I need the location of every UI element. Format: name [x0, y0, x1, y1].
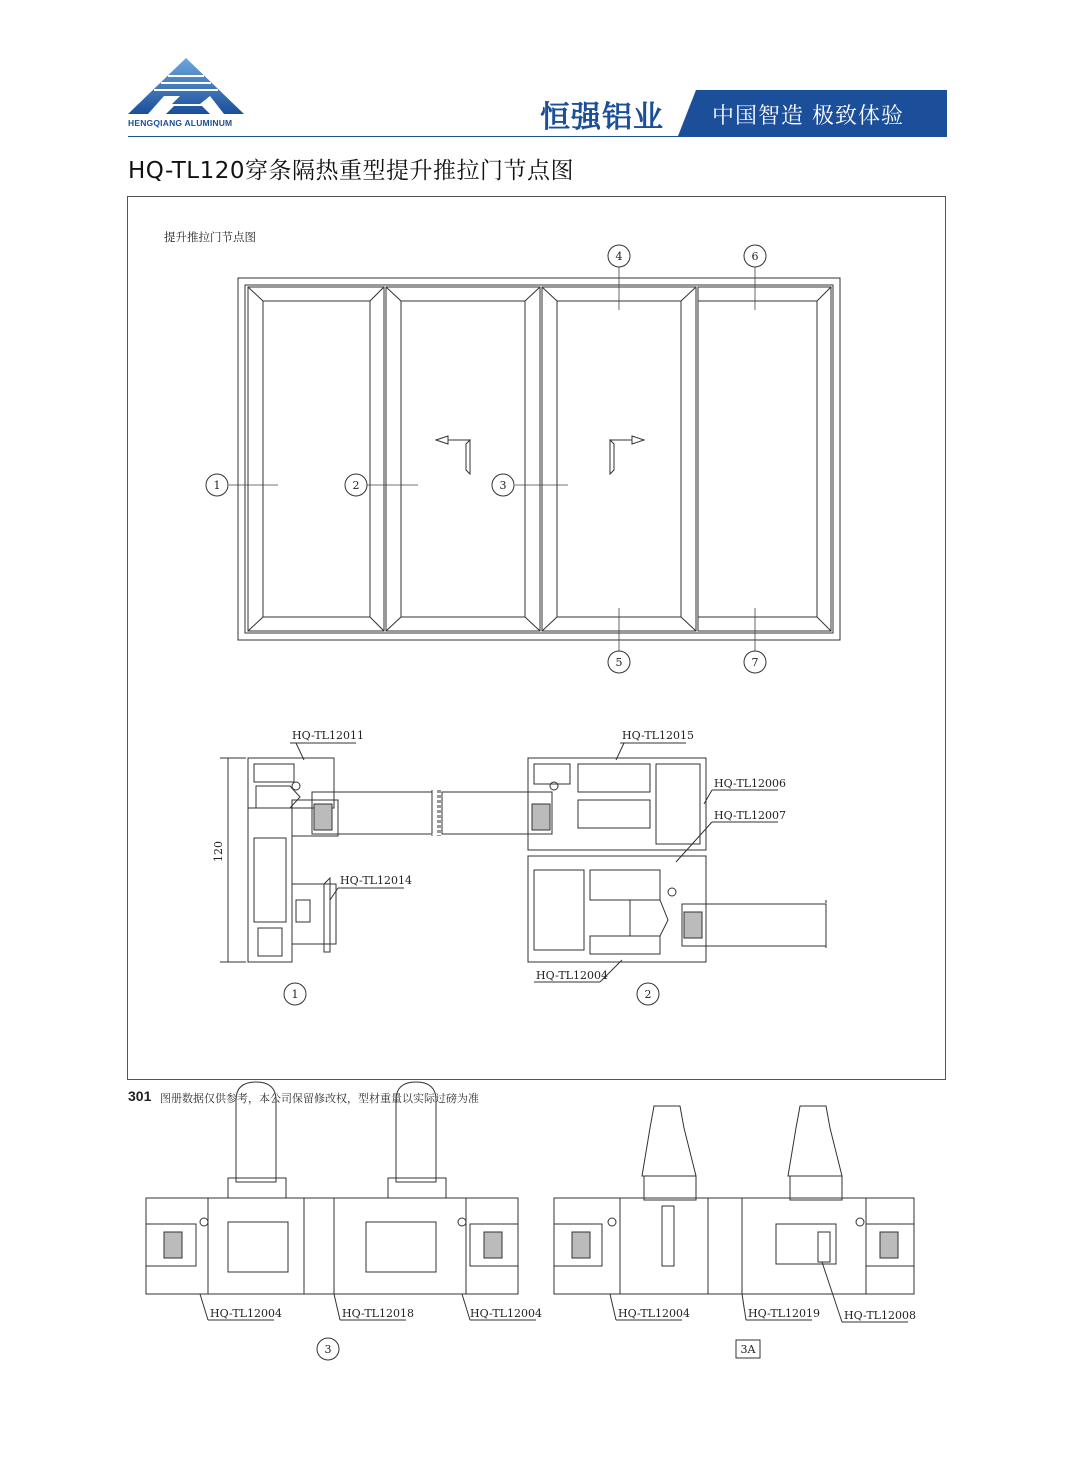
detail-3a-marker: 3A [740, 1343, 756, 1356]
profile-label: HQ-TL12014 [340, 874, 412, 887]
profile-label: HQ-TL12019 [748, 1307, 820, 1320]
page-number: 301 [128, 1088, 152, 1104]
profile-label: HQ-TL12007 [714, 809, 786, 822]
marker-5: 5 [615, 656, 623, 669]
elevation-label: 提升推拉门节点图 [164, 230, 256, 244]
profile-label: HQ-TL12004 [536, 969, 608, 982]
profile-label: HQ-TL12004 [210, 1307, 282, 1320]
profile-label: HQ-TL12008 [844, 1309, 916, 1322]
marker-2: 2 [352, 479, 360, 492]
marker-1: 1 [213, 479, 221, 492]
page-title: HQ-TL120穿条隔热重型提升推拉门节点图 [128, 158, 574, 184]
dimension-label: 120 [212, 841, 225, 862]
logo-text: HENGQIANG ALUMINUM [128, 118, 233, 128]
marker-6: 6 [751, 250, 759, 263]
detail-1-marker: 1 [291, 988, 299, 1001]
profile-label: HQ-TL12018 [342, 1307, 414, 1320]
node-markers [206, 245, 766, 673]
marker-4: 4 [615, 250, 623, 263]
profile-label: HQ-TL12004 [618, 1307, 690, 1320]
profile-label: HQ-TL12015 [622, 729, 694, 742]
profile-label: HQ-TL12011 [292, 729, 364, 742]
marker-3: 3 [499, 479, 507, 492]
footer-note: 图册数据仅供参考，本公司保留修改权，型材重量以实际过磅为准 [160, 1092, 479, 1105]
door-elevation [238, 278, 840, 640]
brand-name: 恒强铝业 [540, 100, 664, 135]
profile-label: HQ-TL12006 [714, 777, 786, 790]
profile-label: HQ-TL12004 [470, 1307, 542, 1320]
detail-2-marker: 2 [644, 988, 652, 1001]
marker-7: 7 [751, 656, 759, 669]
slogan: 中国智造 极致体验 [712, 104, 904, 129]
detail-3-marker: 3 [324, 1343, 332, 1356]
